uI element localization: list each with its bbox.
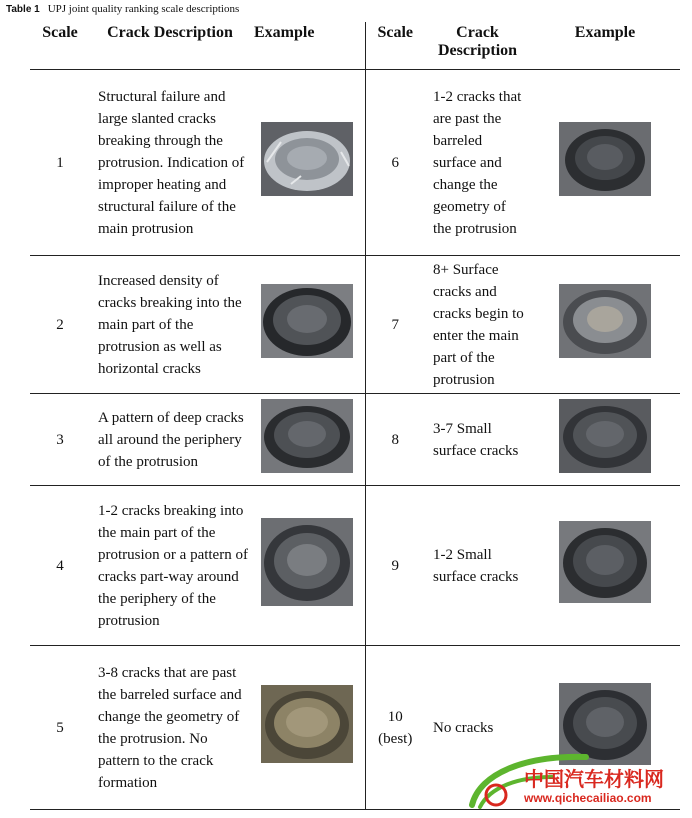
- scale-cell: 8: [391, 431, 399, 448]
- description-cell: Increased density of cracks breaking into the main part of the protrusion as well as horizontal cracks: [98, 272, 242, 377]
- example-cell: [530, 256, 680, 394]
- scale-cell: 7: [391, 316, 399, 333]
- description-cell: No cracks: [433, 719, 494, 736]
- header-crack-line1: Crack: [456, 24, 499, 41]
- description-cell: A pattern of deep cracks all around the periphery of the protrusion: [98, 409, 244, 470]
- scale-value: 10: [387, 708, 403, 725]
- scale-cell: [365, 646, 425, 810]
- scale-note: (best): [378, 730, 413, 747]
- description-cell: 8+ Surface cracks and cracks begin to enter the main part of the protrusion: [433, 261, 524, 388]
- header-scale: Scale: [42, 24, 78, 41]
- header-crack-description-2: [425, 22, 530, 70]
- table-title: UPJ joint quality ranking scale descriptions: [47, 3, 240, 15]
- table-row: [30, 256, 680, 394]
- scale-cell: 4: [56, 557, 64, 574]
- example-photo: [559, 521, 651, 603]
- description-cell: 3-7 Small surface cracks: [433, 420, 519, 459]
- example-cell: [250, 646, 365, 810]
- example-photo: [559, 122, 651, 196]
- description-cell: 1-2 Small surface cracks: [433, 546, 519, 585]
- description-cell: Structural failure and large slanted cracks breaking through the protrusion. Indication of improper heating and structural failure of the main protrusion: [98, 88, 245, 237]
- example-photo: [261, 284, 353, 358]
- example-photo: [261, 685, 353, 763]
- example-cell: [250, 486, 365, 646]
- description-cell: 3-8 cracks that are past the barreled surface and change the geometry of the protrusion. No pattern to the crack formation: [98, 664, 242, 791]
- example-photo: [261, 122, 353, 196]
- example-cell: [250, 394, 365, 486]
- example-cell: [530, 486, 680, 646]
- description-cell: 1-2 cracks that are past the barreled surface and change the geometry of the protrusion: [433, 88, 522, 237]
- example-cell: [530, 394, 680, 486]
- header-crack-description: Crack Description: [107, 24, 233, 41]
- example-photo: [559, 399, 651, 473]
- scale-cell: 6: [391, 154, 399, 171]
- table-label: Table 1: [6, 4, 40, 15]
- watermark: [466, 743, 688, 813]
- example-cell: [250, 70, 365, 256]
- example-cell: [250, 256, 365, 394]
- header-crack-line2: Description: [437, 42, 518, 59]
- table-caption: [6, 3, 239, 15]
- description-cell: 1-2 cracks breaking into the main part of the protrusion or a pattern of cracks part-way around the periphery of the protrusion: [98, 502, 248, 629]
- watermark-url: www.qichecailiao.com: [524, 791, 652, 805]
- example-cell: [530, 70, 680, 256]
- ranking-table: [30, 22, 680, 810]
- header-row: [30, 22, 680, 70]
- scale-cell: 1: [56, 154, 64, 171]
- table-row: [30, 394, 680, 486]
- example-photo: [559, 284, 651, 358]
- scale-cell: 3: [56, 431, 64, 448]
- scale-cell: 5: [56, 719, 64, 736]
- table-row: [30, 486, 680, 646]
- scale-cell: 2: [56, 316, 64, 333]
- example-photo: [261, 518, 353, 606]
- watermark-chinese-text: 中国汽车材料网: [524, 767, 664, 791]
- scale-cell: 9: [391, 557, 399, 574]
- example-photo: [261, 399, 353, 473]
- header-example-2: Example: [574, 24, 636, 41]
- header-example: Example: [250, 22, 365, 70]
- table-row: [30, 70, 680, 256]
- header-scale-2: Scale: [377, 24, 414, 41]
